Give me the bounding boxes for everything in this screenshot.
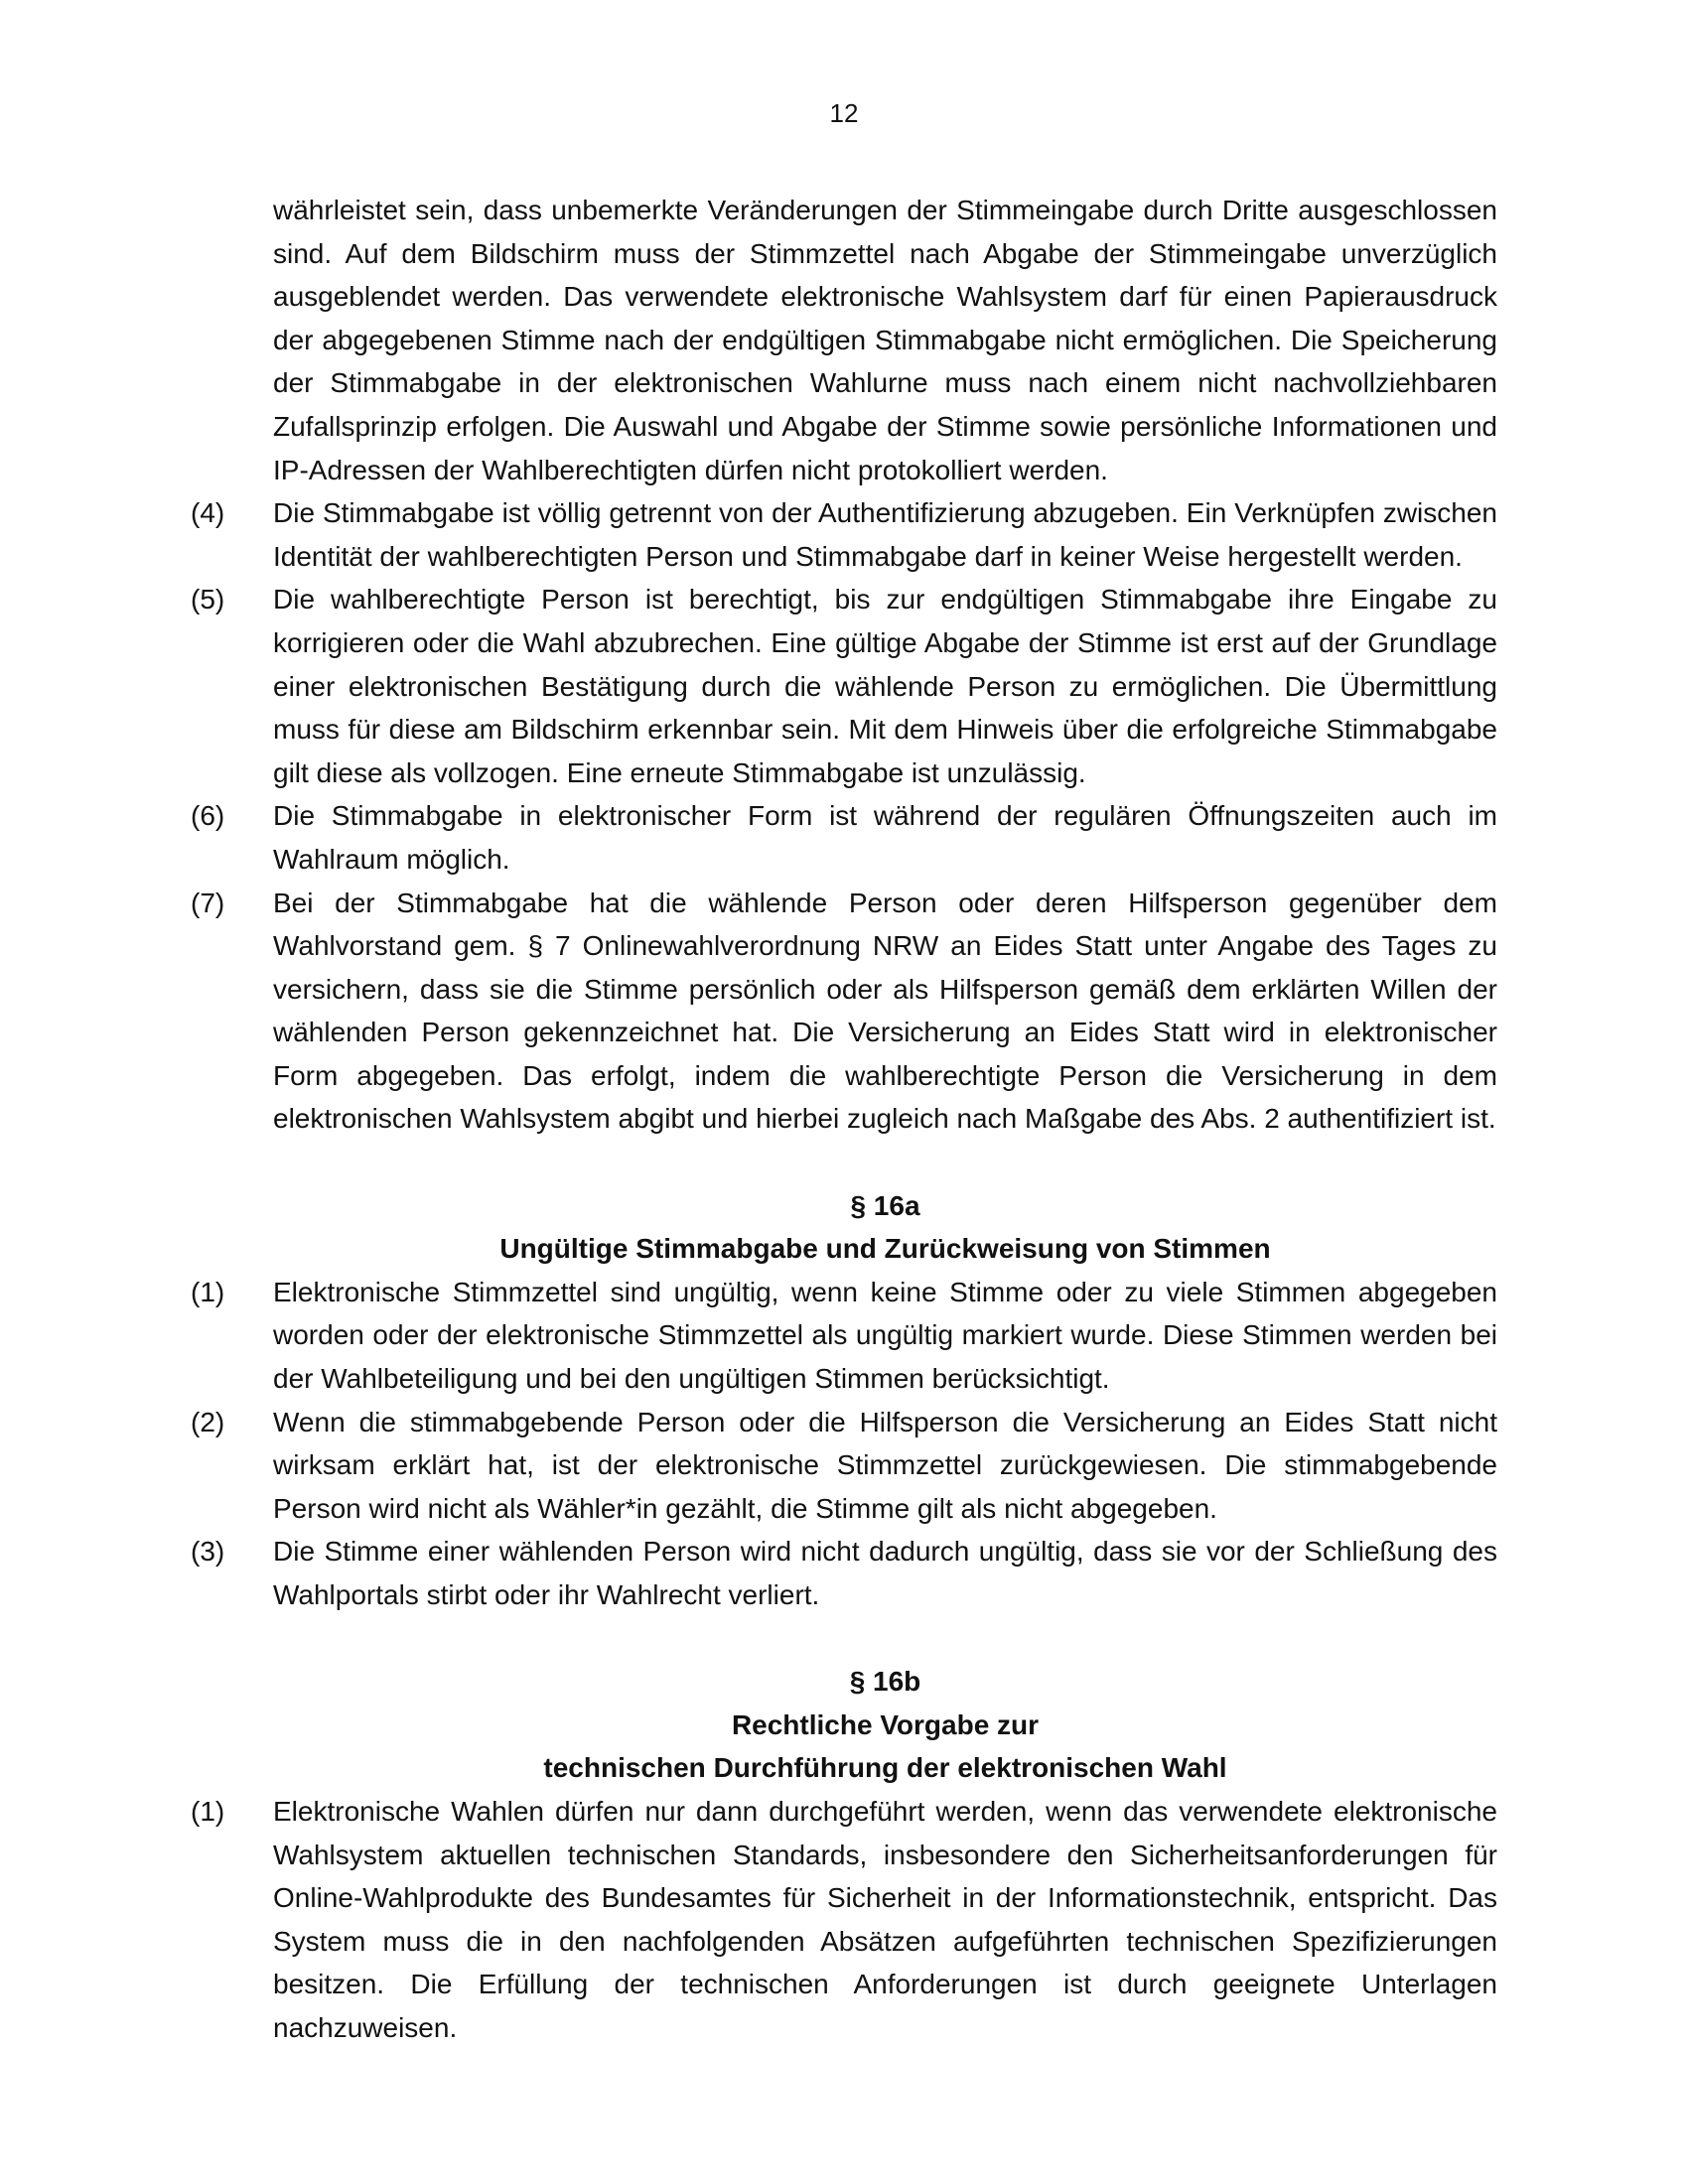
- section-spacer: [191, 1141, 1497, 1184]
- paragraph-text: Wenn die stimmabgebende Person oder die Hilfsperson die Versicherung an Eides Statt nicht wirksam erklärt hat, ist der elektronische Stimmzettel zurückgewiesen. Die stimmabgebende Person wird nicht als Wähler*in gezählt, die Stimme gilt als nicht abgegeben.: [273, 1406, 1497, 1524]
- section-16b-title-line1: Rechtliche Vorgabe zur: [731, 1708, 1040, 1740]
- paragraph-text: währleistet sein, dass unbemerkte Veränderungen der Stimmeingabe durch Dritte ausgeschlossen sind. Auf dem Bildschirm muss der Stimmzettel nach Abgabe der Stimmeingabe unverzüglich ausgeblendet werden. Das verwendete elektronische Wahlsystem darf für einen Papierausdruck der abgegebenen Stimme nach der endgültigen Stimmabgabe nicht ermöglichen. Die Speicherung der Stimmabgabe in der elektronischen Wahlurne muss nach einem nicht nachvollziehbaren Zufallsprinzip erfolgen. Die Auswahl und Abgabe der Stimme sowie persönliche Informationen und IP-Adressen der Wahlberechtigten dürfen nicht protokolliert werden.: [273, 195, 1497, 485]
- continuation-paragraph: [191, 189, 1497, 491]
- paragraph-16a-1: [191, 1271, 1497, 1401]
- paragraph-16-4: [191, 491, 1497, 578]
- paragraph-16b-1: [191, 1790, 1497, 2050]
- section-16b-number: § 16b: [849, 1666, 921, 1698]
- paragraph-number: (5): [191, 584, 225, 615]
- document-body: [191, 189, 1497, 2050]
- paragraph-text: Bei der Stimmabgabe hat die wählende Person oder deren Hilfsperson gegenüber dem Wahlvorstand gem. § 7 Onlinewahlverordnung NRW an Eides Statt unter Angabe des Tages zu versichern, dass sie die Stimme persönlich oder als Hilfsperson gemäß dem erklärten Willen der wählenden Person gekennzeichnet hat. Die Versicherung an Eides Statt wird in elektronischer Form abgegeben. Das erfolgt, indem die wahlberechtigte Person die Versicherung in dem elektronischen Wahlsystem abgibt und hierbei zugleich nach Maßgabe des Abs. 2 authentifiziert ist.: [273, 887, 1497, 1135]
- paragraph-16-7: [191, 882, 1497, 1142]
- paragraph-number: (6): [191, 800, 225, 832]
- paragraph-text: Die Stimmabgabe in elektronischer Form ist während der regulären Öffnungszeiten auch im Wahlraum möglich.: [273, 800, 1497, 875]
- paragraph-text: Die wahlberechtigte Person ist berechtigt, bis zur endgültigen Stimmabgabe ihre Eingabe zu korrigieren oder die Wahl abzubrechen. Eine gültige Abgabe der Stimme ist erst auf der Grundlage einer elektronischen Bestätigung durch die wählende Person zu ermöglichen. Die Übermittlung muss für diese am Bildschirm erkennbar sein. Mit dem Hinweis über die erfolgreiche Stimmabgabe gilt diese als vollzogen. Eine erneute Stimmabgabe ist unzulässig.: [273, 584, 1497, 788]
- paragraph-text: Elektronische Wahlen dürfen nur dann durchgeführt werden, wenn das verwendete elektronische Wahlsystem aktuellen technischen Standards, insbesondere den Sicherheitsanforderungen für Online-Wahlprodukte des Bundesamtes für Sicherheit in der Informationstechnik, entspricht. Das System muss die in den nachfolgenden Absätzen aufgeführten technischen Spezifizierungen besitzen. Die Erfüllung der technischen Anforderungen ist durch geeignete Unterlagen nachzuweisen.: [273, 1795, 1497, 2043]
- paragraph-16a-2: [191, 1401, 1497, 1531]
- paragraph-text: Die Stimmabgabe ist völlig getrennt von der Authentifizierung abzugeben. Ein Verknüpfen zwischen Identität der wahlberechtigten Person und Stimmabgabe darf in keiner Weise hergestellt werden.: [273, 497, 1497, 572]
- paragraph-number: (7): [191, 887, 225, 918]
- page-number: 12: [829, 98, 859, 128]
- section-16a-title: Ungültige Stimmabgabe und Zurückweisung von Stimmen: [499, 1233, 1271, 1265]
- paragraph-text: Die Stimme einer wählenden Person wird nicht dadurch ungültig, dass sie vor der Schließung des Wahlportals stirbt oder ihr Wahlrecht verliert.: [273, 1536, 1497, 1610]
- paragraph-16a-3: [191, 1530, 1497, 1616]
- paragraph-number: (4): [191, 497, 225, 529]
- section-16a-number: § 16a: [850, 1189, 920, 1221]
- paragraph-number: (2): [191, 1406, 225, 1437]
- paragraph-number: (1): [191, 1276, 225, 1307]
- paragraph-16-6: [191, 794, 1497, 881]
- section-16b-title-line2: technischen Durchführung der elektronischen Wahl: [543, 1752, 1227, 1784]
- paragraph-number: (1): [191, 1795, 225, 1827]
- section-spacer: [191, 1617, 1497, 1661]
- paragraph-number: (3): [191, 1536, 225, 1568]
- paragraph-16-5: [191, 578, 1497, 794]
- paragraph-text: Elektronische Stimmzettel sind ungültig, wenn keine Stimme oder zu viele Stimmen abgegeben worden oder der elektronische Stimmzettel als ungültig markiert wurde. Diese Stimmen werden bei der Wahlbeteiligung und bei den ungültigen Stimmen berücksichtigt.: [273, 1276, 1497, 1395]
